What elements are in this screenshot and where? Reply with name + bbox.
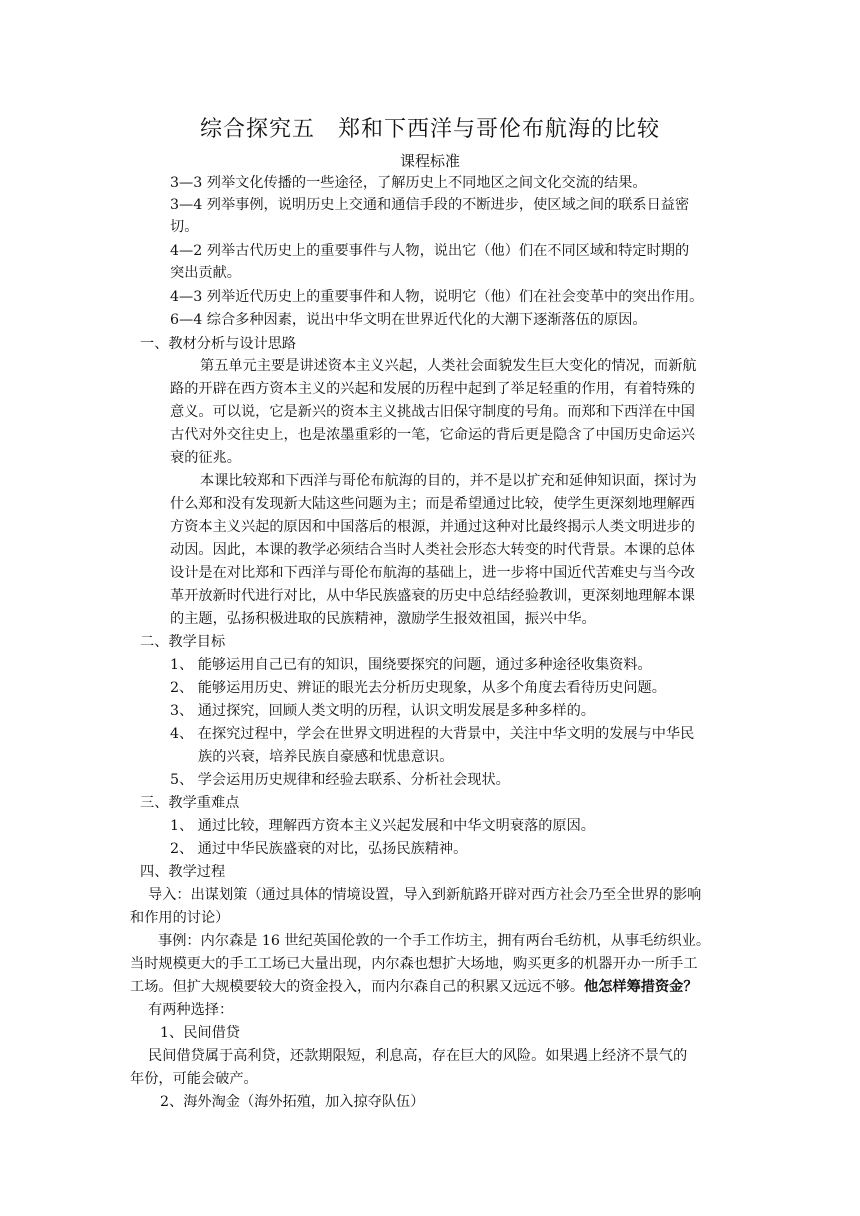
example-line: 事例：内尔森是 16 世纪英国伦敦的一个手工作坊主，拥有两台毛纺机，从事毛纺织业。 xyxy=(158,933,711,949)
key-point-item: 1、 通过比较，理解西方资本主义兴起发展和中华文明衰落的原因。 xyxy=(170,818,595,834)
paragraph-line: 古代对外交往史上，也是浓墨重彩的一笔，它命运的背后更是隐含了中国历史命运兴 xyxy=(170,427,695,443)
paragraph-line: 方资本主义兴起的原因和中国落后的根源，并通过这种对比最终揭示人类文明进步的 xyxy=(170,519,695,535)
paragraph-line: 本课比较郑和下西洋与哥伦布航海的目的，并不是以扩充和延伸知识面，探讨为 xyxy=(200,473,697,489)
choice-title-1: 1、民间借贷 xyxy=(160,1025,240,1041)
example-line: 当时规模更大的手工工场已大量出现，内尔森也想扩大场地，购买更多的机器开办一所手工 xyxy=(130,956,698,972)
key-point-item: 2、 通过中华民族盛衰的对比，弘扬民族精神。 xyxy=(170,841,468,857)
paragraph-line: 设计是在对比郑和下西洋与哥伦布航海的基础上，进一步将中国近代苦难史与当今改 xyxy=(170,565,695,581)
standard-line: 4—3 列举近代历史上的重要事件和人物，说明它（他）们在社会变革中的突出作用。 xyxy=(170,289,704,305)
paragraph-line: 第五单元主要是讲述资本主义兴起，人类社会面貌发生巨大变化的情况，而新航 xyxy=(200,358,697,374)
intro-line: 导入：出谋划策（通过具体的情境设置，导入到新航路开辟对西方社会乃至全世界的影响 xyxy=(148,887,702,903)
choice-title-2: 2、海外淘金（海外拓殖，加入掠夺队伍） xyxy=(160,1094,425,1110)
standard-line: 切。 xyxy=(170,219,199,235)
paragraph-line: 什么郑和没有发现新大陆这些问题为主；而是希望通过比较，使学生更深刻地理解西 xyxy=(170,496,695,512)
choice-text-line: 年份，可能会破产。 xyxy=(130,1071,258,1087)
paragraph-line: 衰的征兆。 xyxy=(170,450,241,466)
section-heading-2: 二、教学目标 xyxy=(140,634,226,650)
paragraph-line: 动因。因此，本课的教学必须结合当时人类社会形态大转变的时代背景。本课的总体 xyxy=(170,542,695,558)
objective-item: 4、 在探究过程中，学会在世界文明进程的大背景中，关注中华文明的发展与中华民 xyxy=(170,726,695,742)
objective-item: 5、 学会运用历史规律和经验去联系、分析社会现状。 xyxy=(170,772,510,788)
paragraph-line: 意义。可以说，它是新兴的资本主义挑战古旧保守制度的号角。而郑和下西洋在中国 xyxy=(170,404,695,420)
objective-item: 族的兴衰，培养民族自豪感和忧患意识。 xyxy=(198,749,454,765)
standard-line: 3—3 列举文化传播的一些途径，了解历史上不同地区之间文化交流的结果。 xyxy=(170,175,647,191)
document-title: 综合探究五 郑和下西洋与哥伦布航海的比较 xyxy=(199,117,660,142)
paragraph-line: 路的开辟在西方资本主义的兴起和发展的历程中起到了举足轻重的作用，有着特殊的 xyxy=(170,381,695,397)
example-line xyxy=(130,976,698,998)
choices-intro: 有两种选择： xyxy=(148,1002,234,1018)
objective-item: 3、 通过探究，回顾人类文明的历程，认识文明发展是多种多样的。 xyxy=(170,703,595,719)
section-heading-4: 四、教学过程 xyxy=(140,864,226,880)
objective-item: 2、 能够运用历史、辨证的眼光去分析历史现象，从多个角度去看待历史问题。 xyxy=(170,680,666,696)
standard-line: 3—4 列举事例，说明历史上交通和通信手段的不断进步，使区域之间的联系日益密 xyxy=(170,197,690,213)
example-text: 工场。但扩大规模要较大的资金投入，而内尔森自己的积累又远远不够。 xyxy=(130,979,585,995)
section-heading-3: 三、教学重难点 xyxy=(140,795,240,811)
paragraph-line: 的主题，弘扬积极进取的民族精神，激励学生报效祖国，振兴中华。 xyxy=(170,611,596,627)
standard-line: 4—2 列举古代历史上的重要事件与人物，说出它（他）们在不同区域和特定时期的 xyxy=(170,243,690,259)
intro-line: 和作用的讨论） xyxy=(130,910,230,926)
example-question: 他怎样筹措资金？ xyxy=(584,979,698,995)
section-heading-1: 一、教材分析与设计思路 xyxy=(140,336,297,352)
paragraph-line: 革开放新时代进行对比，从中华民族盛衰的历史中总结经验教训，更深刻地理解本课 xyxy=(170,588,695,604)
choice-text-line: 民间借贷属于高利贷，还款期限短，利息高，存在巨大的风险。如果遇上经济不景气的 xyxy=(148,1048,688,1064)
standard-line: 6—4 综合多种因素，说出中华文明在世界近代化的大潮下逐渐落伍的原因。 xyxy=(170,312,647,328)
standard-line: 突出贡献。 xyxy=(170,265,241,281)
objective-item: 1、 能够运用自己已有的知识，围绕要探究的问题，通过多种途径收集资料。 xyxy=(170,657,652,673)
section-subtitle: 课程标准 xyxy=(399,152,460,170)
